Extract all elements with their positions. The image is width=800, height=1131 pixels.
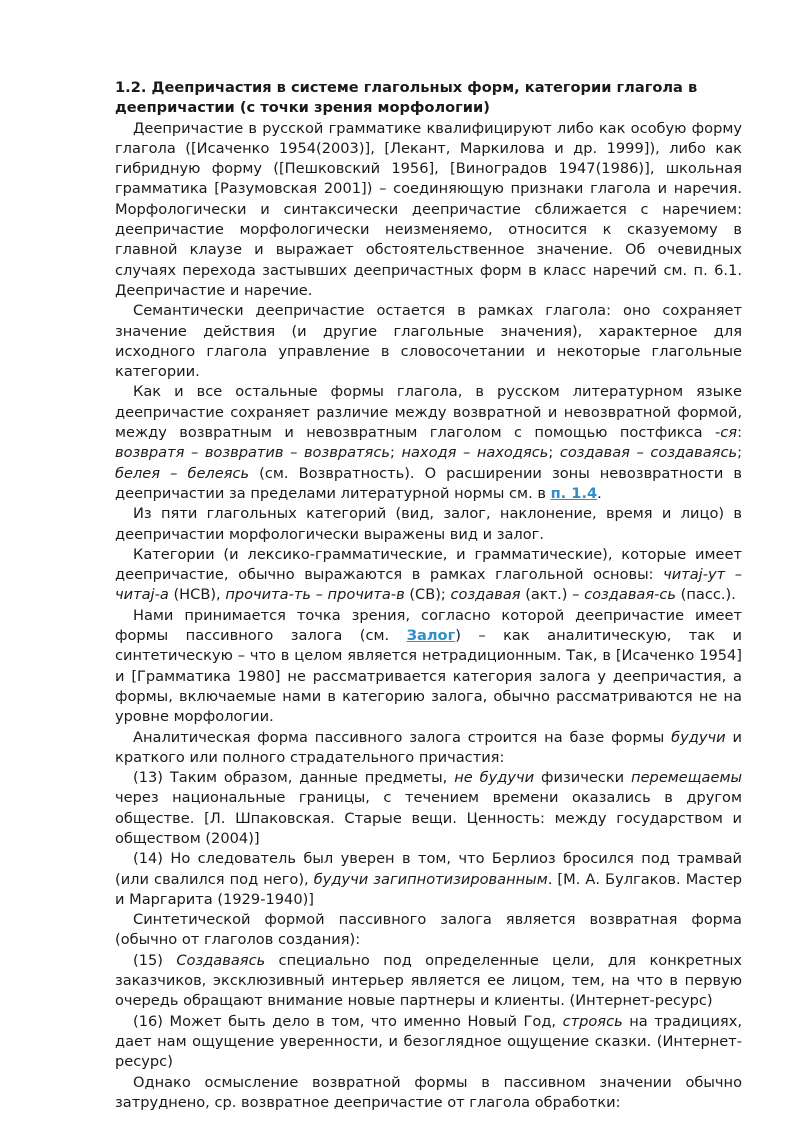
example-word: создавая – создаваясь xyxy=(559,444,738,462)
text: (15) xyxy=(133,951,177,969)
text: : xyxy=(737,424,742,442)
text: Как и все остальные формы глагола, в русском литературном языке деепричастие сохраняет различие между возвратной и невозвратной формой, между возвратным и невозвратным глаголом с помощью постфикса - xyxy=(115,383,742,442)
paragraph-voice xyxy=(115,606,742,728)
text: . [М. А. Булгаков. Мастер и Маргарита (1929-1940)] xyxy=(115,870,742,908)
example-word: создавая-сь xyxy=(584,586,677,604)
text: (СВ); xyxy=(404,586,451,604)
text: (пасс.). xyxy=(676,586,736,604)
example-word: строясь xyxy=(562,1012,623,1030)
text: ) – как аналитическую, так и синтетическую – что в целом является нетрадиционным. Так, в [Исаченко 1954] и [Грамматика 1980] не рассматривается категория залога у деепричастия, а формы, включаемые нами в категорию залога, обычно рассматриваются не на уровне морфологии. xyxy=(115,627,742,726)
example-word: Создаваясь xyxy=(176,951,266,969)
text: ; xyxy=(548,444,560,462)
example-15 xyxy=(115,951,742,1012)
text: и краткого или полного страдательного причастия: xyxy=(115,728,742,766)
paragraph-stem xyxy=(115,545,742,606)
example-word: белея – белеясь xyxy=(115,464,250,482)
text: . xyxy=(597,484,602,502)
paragraph-definition: Деепричастие в русской грамматике квалифицируют либо как особую форму глагола ([Исаченко 1954(2003)], [Лекант, Маркилова и др. 1999]), либо как гибридную форму ([Пешковский 1956], [Виноградов 1947(1986)], школьная грамматика [Разумовская 2001]) – соединяющую признаки глагола и наречия. Морфологически и синтаксически деепричастие сближается с наречием: деепричастие морфологически неизменяемо, относится к сказуемому в главной клаузе и выражает обстоятельственное значение. Об очевидных случаях перехода застывших деепричастных форм в класс наречий см. п. 6.1. Деепричастие и наречие. xyxy=(115,119,742,299)
text: (16) Может быть дело в том, что именно Новый Год, xyxy=(133,1012,563,1030)
example-word: создавая xyxy=(450,586,521,604)
text: специально под определенные цели, для конкретных заказчиков, эксклюзивный интерьер является ее лицом, тем, на что в первую очередь обращают внимание новые партнеры и клиенты. (Интернет-ресурс) xyxy=(115,951,742,1010)
example-word: прочита-ть – прочита-в xyxy=(225,586,405,604)
text: (акт.) – xyxy=(520,586,585,604)
text: физически xyxy=(534,769,632,787)
paragraph-semantics: Семантически деепричастие остается в рамках глагола: оно сохраняет значение действия (и другие глагольные значения), характерное для исходного глагола управление в словосочетании и некоторые глагольные категории. xyxy=(115,302,742,381)
text: (см. Возвратность). О расширении зоны невозвратности в деепричастии за пределами литературной нормы см. в xyxy=(115,464,742,502)
link-section-1-4[interactable]: п. 1.4 xyxy=(550,484,598,502)
document-page xyxy=(115,78,742,1113)
text: Нами принимается точка зрения, согласно которой деепричастие имеет формы пассивного залога (см. xyxy=(115,606,742,645)
example-word: ся xyxy=(720,424,738,442)
example-16 xyxy=(115,1012,742,1073)
paragraph-synthetic: Синтетической формой пассивного залога является возвратная форма (обычно от глаголов создания): xyxy=(115,911,742,949)
paragraph-categories: Из пяти глагольных категорий (вид, залог, наклонение, время и лицо) в деепричастии морфологически выражены вид и залог. xyxy=(115,505,742,543)
text: ; xyxy=(389,444,402,462)
text: (14) Но следователь был уверен в том, что Берлиоз бросился под трамвай (или свалился под него), xyxy=(115,850,742,888)
text: (13) Таким образом, данные предметы, xyxy=(133,769,455,787)
text: через национальные границы, с течением времени оказались в другом обществе. [Л. Шпаковская. Старые вещи. Ценность: между государством и обществом (2004)] xyxy=(115,789,742,847)
paragraph-however: Однако осмысление возвратной формы в пассивном значении обычно затруднено, ср. возвратное деепричастие от глагола обработки: xyxy=(115,1073,742,1111)
example-14 xyxy=(115,849,742,910)
paragraph-analytic xyxy=(115,728,742,769)
text: Категории (и лексико-грамматические, и грамматические), которые имеет деепричастие, обычно выражаются в рамках глагольной основы: xyxy=(115,545,742,584)
example-word: возвратя – возвратив – возвратясь xyxy=(115,444,390,462)
paragraph-reflexive xyxy=(115,382,742,504)
link-voice[interactable]: Залог xyxy=(406,627,456,645)
text: Аналитическая форма пассивного залога строится на базе формы xyxy=(133,728,672,746)
example-word: будучи загипнотизированным xyxy=(313,870,548,888)
text: на традициях, дает нам ощущение уверенности, и безоглядное ощущение сказки. (Интернет-ресурс) xyxy=(115,1012,742,1071)
example-word: не будучи xyxy=(454,769,535,787)
text: ; xyxy=(737,444,742,462)
example-word: будучи xyxy=(671,728,726,746)
section-heading: 1.2. Деепричастия в системе глагольных форм, категории глагола в деепричастии (с точки зрения морфологии) xyxy=(115,79,698,117)
example-word: находя – находясь xyxy=(401,444,549,462)
example-13 xyxy=(115,768,742,849)
text: (НСВ), xyxy=(168,586,226,604)
example-word: читаj-ут – читаj-а xyxy=(115,566,742,604)
example-word: перемещаемы xyxy=(631,769,742,787)
